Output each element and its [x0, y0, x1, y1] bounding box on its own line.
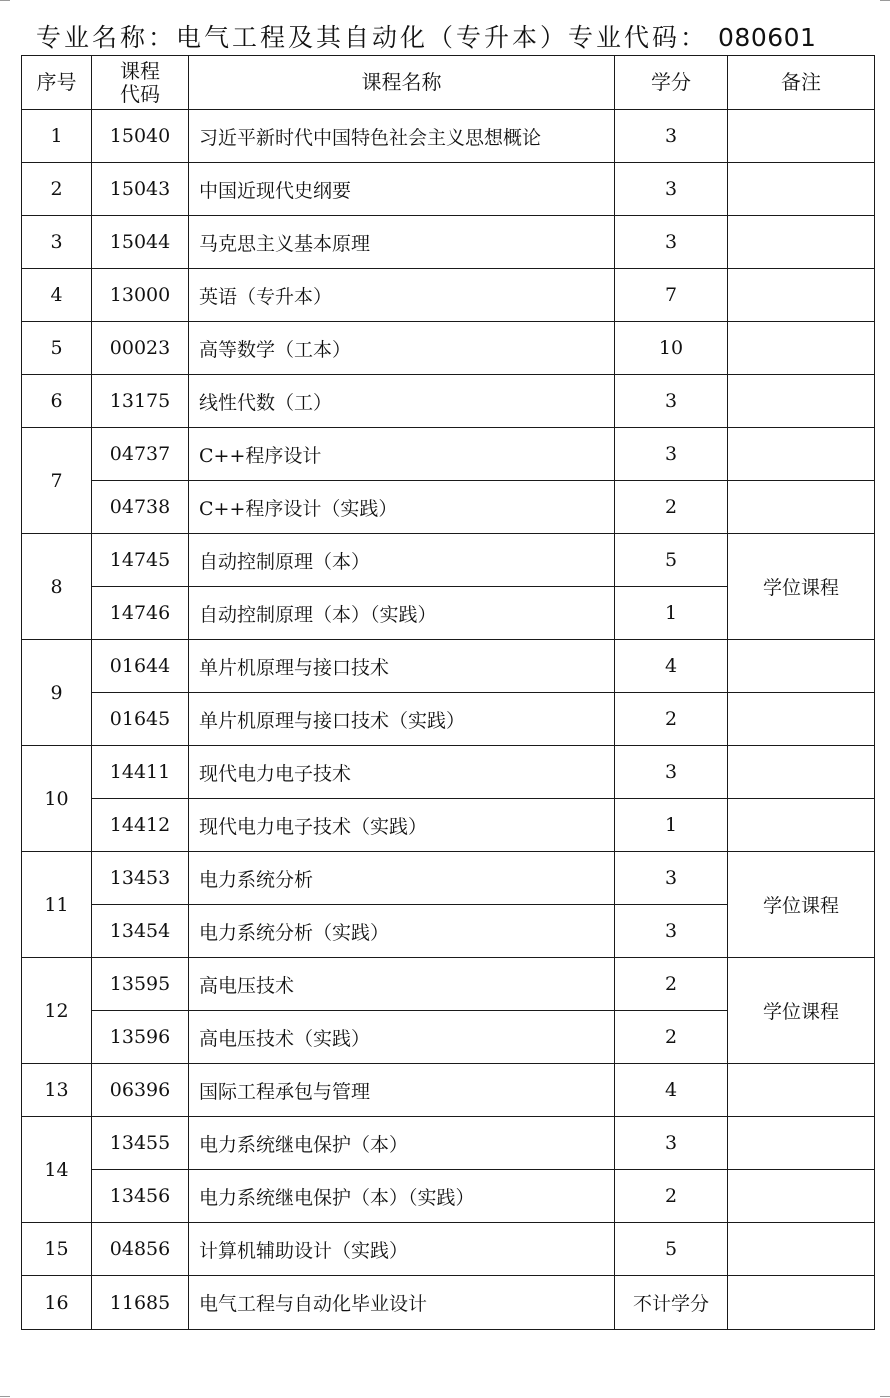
cell-course-code: 01644: [92, 640, 189, 693]
cell-seq: 13: [22, 1064, 92, 1117]
cell-seq: 4: [22, 269, 92, 322]
cell-credit: 5: [615, 1223, 728, 1276]
cell-remark: [728, 693, 875, 746]
table-row: [22, 428, 875, 481]
cell-credit: 3: [615, 163, 728, 216]
cell-credit: 3: [615, 375, 728, 428]
table-row: [22, 958, 875, 1011]
cell-course-code: 04737: [92, 428, 189, 481]
cell-course-name: 计算机辅助设计（实践）: [189, 1223, 615, 1276]
table-row: [22, 534, 875, 587]
cell-credit: 3: [615, 1117, 728, 1170]
cell-seq: 14: [22, 1117, 92, 1223]
cell-course-name: 电气工程与自动化毕业设计: [189, 1276, 615, 1330]
cell-course-code: 06396: [92, 1064, 189, 1117]
table-row: [22, 1170, 875, 1223]
table-row: [22, 1223, 875, 1276]
cell-seq: 16: [22, 1276, 92, 1330]
table-row: [22, 1276, 875, 1330]
cell-remark: [728, 640, 875, 693]
cell-credit: 7: [615, 269, 728, 322]
major-title-text: 专业名称：电气工程及其自动化（专升本）专业代码：: [36, 23, 709, 52]
cell-seq: 1: [22, 110, 92, 163]
table-row: [22, 693, 875, 746]
cell-course-name: 线性代数（工）: [189, 375, 615, 428]
crop-mark-top-right: [880, 0, 890, 1]
cell-course-name: 自动控制原理（本）: [189, 534, 615, 587]
cell-course-name: C++程序设计（实践）: [189, 481, 615, 534]
cell-course-name: 电力系统继电保护（本）（实践）: [189, 1170, 615, 1223]
cell-credit: 1: [615, 799, 728, 852]
cell-seq: 11: [22, 852, 92, 958]
cell-course-name: 单片机原理与接口技术: [189, 640, 615, 693]
page-title: [36, 18, 816, 54]
cell-remark: [728, 1223, 875, 1276]
table-row: [22, 799, 875, 852]
cell-course-code: 04738: [92, 481, 189, 534]
cell-course-code: 04856: [92, 1223, 189, 1276]
cell-course-name: 中国近现代史纲要: [189, 163, 615, 216]
cell-seq: 3: [22, 216, 92, 269]
cell-seq: 9: [22, 640, 92, 746]
crop-mark-bottom-right: [880, 1396, 890, 1397]
cell-remark: [728, 1170, 875, 1223]
cell-credit: 3: [615, 110, 728, 163]
table-row: [22, 322, 875, 375]
crop-mark-bottom-left: [0, 1396, 10, 1397]
cell-course-code: 01645: [92, 693, 189, 746]
cell-course-name: 高电压技术: [189, 958, 615, 1011]
cell-course-name: 高电压技术（实践）: [189, 1011, 615, 1064]
cell-course-code: 15040: [92, 110, 189, 163]
cell-remark: [728, 481, 875, 534]
cell-remark: [728, 216, 875, 269]
cell-credit: 1: [615, 587, 728, 640]
table-row: [22, 163, 875, 216]
cell-course-code: 00023: [92, 322, 189, 375]
table-row: [22, 852, 875, 905]
cell-course-code: 13455: [92, 1117, 189, 1170]
cell-credit: 3: [615, 905, 728, 958]
cell-remark: [728, 110, 875, 163]
cell-course-name: 单片机原理与接口技术（实践）: [189, 693, 615, 746]
cell-course-code: 14745: [92, 534, 189, 587]
cell-course-code: 14411: [92, 746, 189, 799]
cell-course-name: 现代电力电子技术: [189, 746, 615, 799]
table-row: [22, 746, 875, 799]
cell-credit: 2: [615, 1011, 728, 1064]
cell-credit: 不计学分: [615, 1276, 728, 1330]
cell-course-code: 13456: [92, 1170, 189, 1223]
course-table: [21, 55, 875, 1330]
cell-course-code: 13596: [92, 1011, 189, 1064]
cell-course-name: 英语（专升本）: [189, 269, 615, 322]
cell-course-code: 14412: [92, 799, 189, 852]
cell-course-code: 14746: [92, 587, 189, 640]
cell-credit: 3: [615, 428, 728, 481]
header-credit: 学分: [615, 56, 728, 110]
cell-remark: [728, 746, 875, 799]
header-course-code: [92, 56, 189, 110]
cell-credit: 2: [615, 958, 728, 1011]
cell-credit: 3: [615, 216, 728, 269]
cell-seq: 6: [22, 375, 92, 428]
header-course-name: 课程名称: [189, 56, 615, 110]
header-code-line2: 代码: [120, 81, 160, 106]
cell-course-name: 电力系统分析（实践）: [189, 905, 615, 958]
cell-course-name: 电力系统分析: [189, 852, 615, 905]
cell-credit: 2: [615, 481, 728, 534]
table-header-row: [22, 56, 875, 110]
cell-credit: 3: [615, 852, 728, 905]
table-row: [22, 216, 875, 269]
table-row: [22, 1117, 875, 1170]
cell-remark: 学位课程: [728, 852, 875, 958]
cell-course-name: 自动控制原理（本）（实践）: [189, 587, 615, 640]
cell-course-code: 13175: [92, 375, 189, 428]
cell-credit: 2: [615, 1170, 728, 1223]
cell-course-name: 习近平新时代中国特色社会主义思想概论: [189, 110, 615, 163]
cell-credit: 2: [615, 693, 728, 746]
cell-seq: 15: [22, 1223, 92, 1276]
cell-remark: [728, 1064, 875, 1117]
cell-course-name: 高等数学（工本）: [189, 322, 615, 375]
cell-remark: [728, 269, 875, 322]
cell-remark: [728, 428, 875, 481]
cell-remark: [728, 322, 875, 375]
major-code: 080601: [718, 23, 817, 52]
table-row: [22, 640, 875, 693]
cell-seq: 2: [22, 163, 92, 216]
cell-course-name: 现代电力电子技术（实践）: [189, 799, 615, 852]
cell-course-code: 13595: [92, 958, 189, 1011]
table-row: [22, 375, 875, 428]
cell-seq: 10: [22, 746, 92, 852]
cell-seq: 12: [22, 958, 92, 1064]
cell-seq: 5: [22, 322, 92, 375]
cell-course-name: 国际工程承包与管理: [189, 1064, 615, 1117]
cell-remark: 学位课程: [728, 958, 875, 1064]
cell-remark: 学位课程: [728, 534, 875, 640]
cell-course-code: 13454: [92, 905, 189, 958]
cell-remark: [728, 375, 875, 428]
cell-course-code: 13000: [92, 269, 189, 322]
table-row: [22, 110, 875, 163]
cell-course-name: 马克思主义基本原理: [189, 216, 615, 269]
cell-credit: 3: [615, 746, 728, 799]
table-row: [22, 481, 875, 534]
table-row: [22, 1064, 875, 1117]
header-remark: 备注: [728, 56, 875, 110]
cell-course-name: 电力系统继电保护（本）: [189, 1117, 615, 1170]
cell-credit: 4: [615, 640, 728, 693]
cell-course-code: 13453: [92, 852, 189, 905]
cell-seq: 8: [22, 534, 92, 640]
cell-remark: [728, 1117, 875, 1170]
table-body: [22, 110, 875, 1330]
cell-remark: [728, 1276, 875, 1330]
cell-remark: [728, 799, 875, 852]
cell-remark: [728, 163, 875, 216]
cell-course-code: 15044: [92, 216, 189, 269]
cell-credit: 4: [615, 1064, 728, 1117]
cell-seq: 7: [22, 428, 92, 534]
cell-course-code: 11685: [92, 1276, 189, 1330]
crop-mark-top-left: [0, 0, 10, 1]
table-row: [22, 269, 875, 322]
cell-course-name: C++程序设计: [189, 428, 615, 481]
header-code-line1: 课程: [120, 58, 160, 83]
cell-credit: 10: [615, 322, 728, 375]
cell-course-code: 15043: [92, 163, 189, 216]
header-seq: 序号: [22, 56, 92, 110]
cell-credit: 5: [615, 534, 728, 587]
